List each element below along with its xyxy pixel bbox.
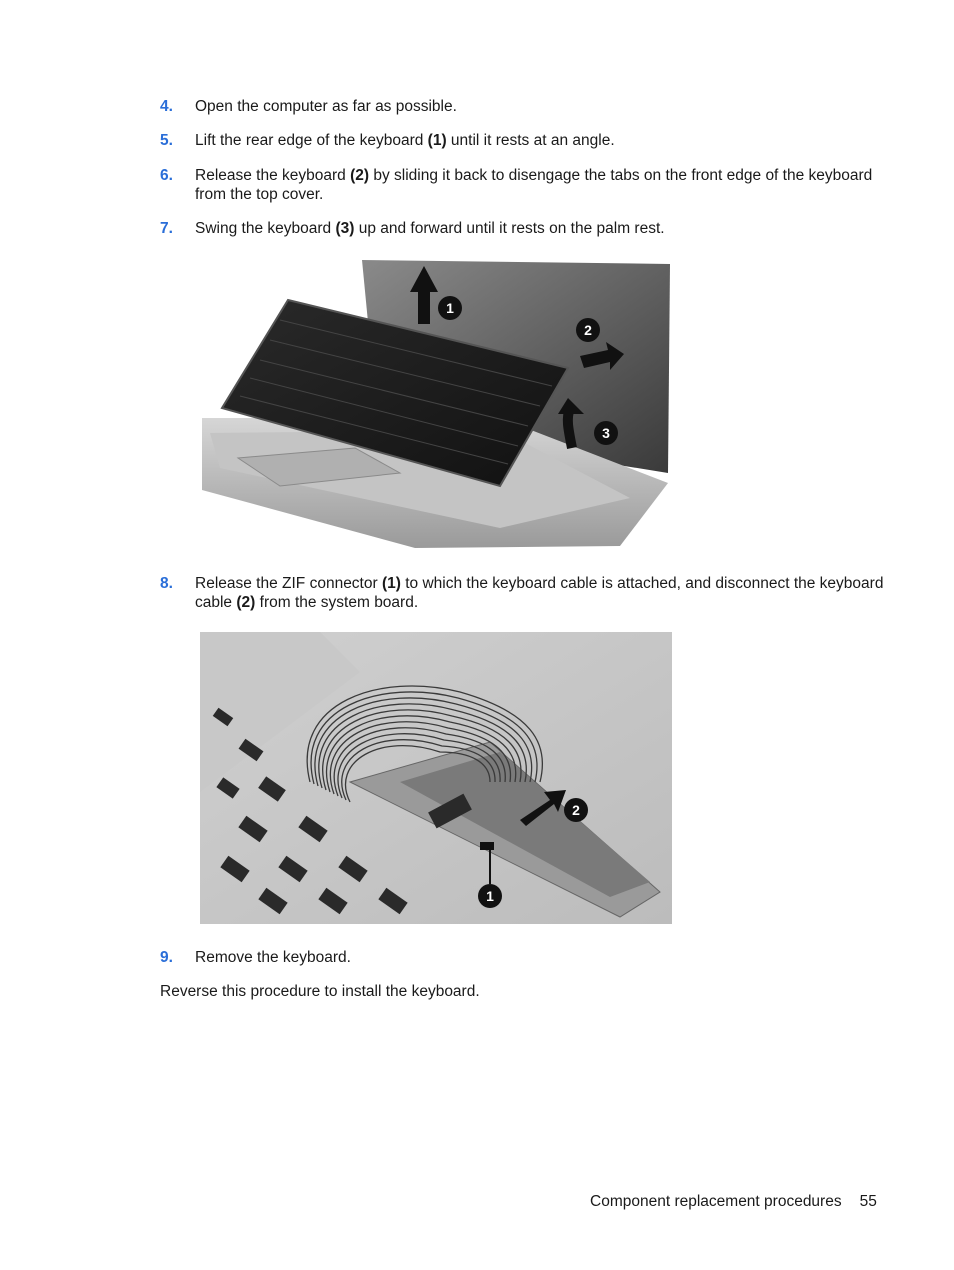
step-number: 8.: [160, 575, 173, 592]
keyboard-removal-figure: [200, 258, 672, 550]
step-text: Lift the rear edge of the keyboard (1) until it rests at an angle.: [195, 132, 615, 149]
callout-ref: (2): [350, 167, 370, 184]
step-8: [160, 574, 885, 612]
step-4: [160, 97, 885, 116]
callout-1: 1: [486, 888, 494, 904]
step-text: Open the computer as far as possible.: [195, 98, 457, 115]
step-7: [160, 219, 885, 238]
step-text: Swing the keyboard (3) up and forward until it rests on the palm rest.: [195, 220, 665, 237]
step-number: 5.: [160, 132, 173, 149]
callout-3: 3: [602, 425, 610, 441]
step-text: Release the keyboard (2) by sliding it back to disengage the tabs on the front edge of the keyboard from the top cover.: [195, 167, 873, 203]
step-6: [160, 166, 885, 204]
zif-connector-illustration: [200, 632, 672, 924]
step-number: 9.: [160, 949, 173, 966]
step-text: Remove the keyboard.: [195, 949, 351, 966]
step-5: [160, 131, 885, 150]
callout-2: 2: [572, 802, 580, 818]
step-9: [160, 948, 885, 967]
callout-ref: (1): [381, 575, 401, 592]
step-number: 6.: [160, 167, 173, 184]
callout-ref: (3): [335, 220, 355, 237]
page-footer: [590, 1192, 877, 1212]
callout-2: 2: [584, 322, 592, 338]
callout-ref: (2): [236, 594, 256, 611]
callout-1: 1: [446, 300, 454, 316]
closing-note: Reverse this procedure to install the keyboard.: [160, 983, 480, 1000]
step-number: 7.: [160, 220, 173, 237]
footer-section-title: Component replacement procedures: [590, 1193, 842, 1210]
zif-connector-figure: [200, 632, 672, 924]
step-number: 4.: [160, 98, 173, 115]
callout-ref: (1): [427, 132, 447, 149]
step-text: Release the ZIF connector (1) to which the keyboard cable is attached, and disconnect the keyboard cable (2) from the system board.: [195, 575, 884, 611]
keyboard-removal-illustration: [200, 258, 672, 550]
page-number: 55: [859, 1193, 877, 1210]
